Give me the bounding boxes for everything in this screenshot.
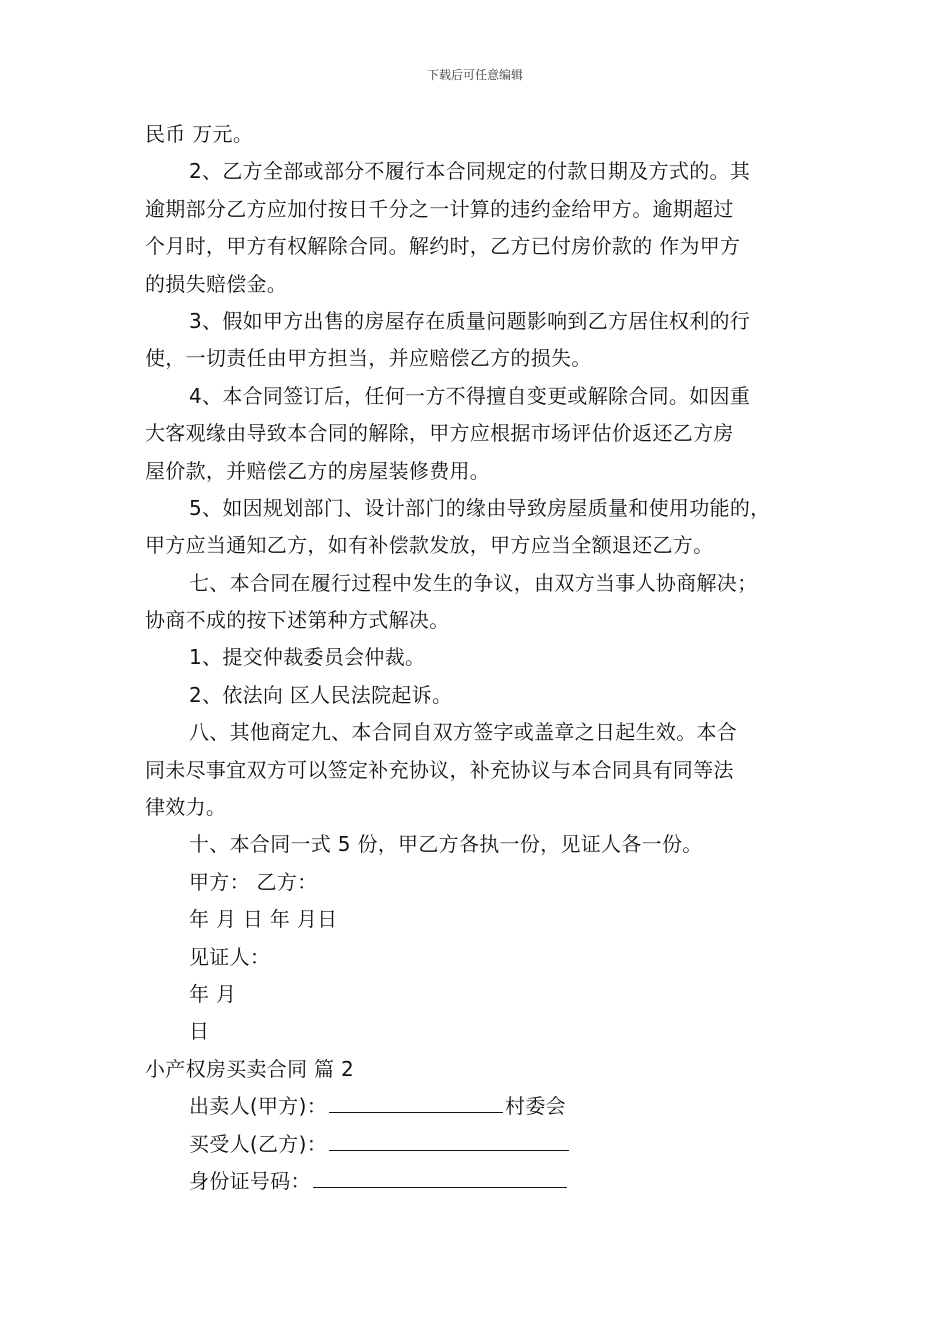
paragraph-line: 律效力。 — [145, 795, 227, 820]
paragraph-line: 个月时，甲方有权解除合同。解约时，乙方已付房价款的 作为甲方 — [145, 234, 741, 259]
seller-label: 出卖人(甲方)： — [189, 1094, 328, 1119]
paragraph-line: 5、如因规划部门、设计部门的缘由导致房屋质量和使用功能的， — [189, 495, 771, 520]
paragraph-line: 3、假如甲方出售的房屋存在质量问题影响到乙方居住权利的行 — [189, 308, 751, 333]
paragraph-line: 协商不成的按下述第种方式解决。 — [145, 608, 450, 633]
buyer-label: 买受人(乙方)： — [189, 1131, 328, 1156]
paragraph-line: 十、本合同一式 5 份，甲乙方各执一份，见证人各一份。 — [189, 832, 703, 857]
seller-suffix: 村委会 — [505, 1094, 566, 1119]
paragraph-line: 1、提交仲裁委员会仲裁。 — [189, 645, 426, 670]
buyer-field-row — [145, 1126, 825, 1163]
paragraph-line: 逾期部分乙方应加付按日千分之一计算的违约金给甲方。逾期超过 — [145, 196, 734, 221]
paragraph-line: 七、本合同在履行过程中发生的争议，由双方当事人协商解决； — [189, 570, 758, 595]
id-label: 身份证号码： — [189, 1168, 311, 1193]
signature-date-line: 年 月 日 年 月日 — [189, 907, 338, 932]
seller-field-row — [145, 1088, 825, 1125]
id-blank — [313, 1186, 567, 1188]
witness-date-line: 年 月 — [189, 981, 237, 1006]
section-title: 小产权房买卖合同 篇 2 — [145, 1056, 355, 1081]
id-field-row — [145, 1163, 825, 1200]
paragraph-line: 大客观缘由导致本合同的解除，甲方应根据市场评估价返还乙方房 — [145, 421, 734, 446]
document-body — [145, 116, 825, 1200]
witness-day-line: 日 — [189, 1019, 210, 1044]
paragraph-line: 屋价款，并赔偿乙方的房屋装修费用。 — [145, 458, 491, 483]
paragraph-line: 2、依法向 区人民法院起诉。 — [189, 682, 453, 707]
witness-line: 见证人： — [189, 944, 271, 969]
paragraph-line: 4、本合同签订后，任何一方不得擅自变更或解除合同。如因重 — [189, 383, 751, 408]
paragraph-line: 民币 万元。 — [145, 122, 254, 146]
page-header-note: 下载后可任意编辑 — [426, 68, 523, 82]
buyer-blank — [329, 1149, 569, 1151]
seller-blank — [329, 1111, 503, 1113]
paragraph-line: 使，一切责任由甲方担当，并应赔偿乙方的损失。 — [145, 346, 592, 371]
paragraph-line: 2、乙方全部或部分不履行本合同规定的付款日期及方式的。其 — [189, 159, 751, 184]
paragraph-line: 甲方应当通知乙方，如有补偿款发放，甲方应当全额退还乙方。 — [145, 533, 714, 558]
signature-parties-line: 甲方： 乙方： — [189, 869, 318, 894]
paragraph-line: 八、其他商定九、本合同自双方签字或盖章之日起生效。本合 — [189, 720, 738, 745]
paragraph-line: 的损失赔偿金。 — [145, 271, 288, 296]
paragraph-line: 同未尽事宜双方可以签定补充协议，补充协议与本合同具有同等法 — [145, 757, 734, 782]
